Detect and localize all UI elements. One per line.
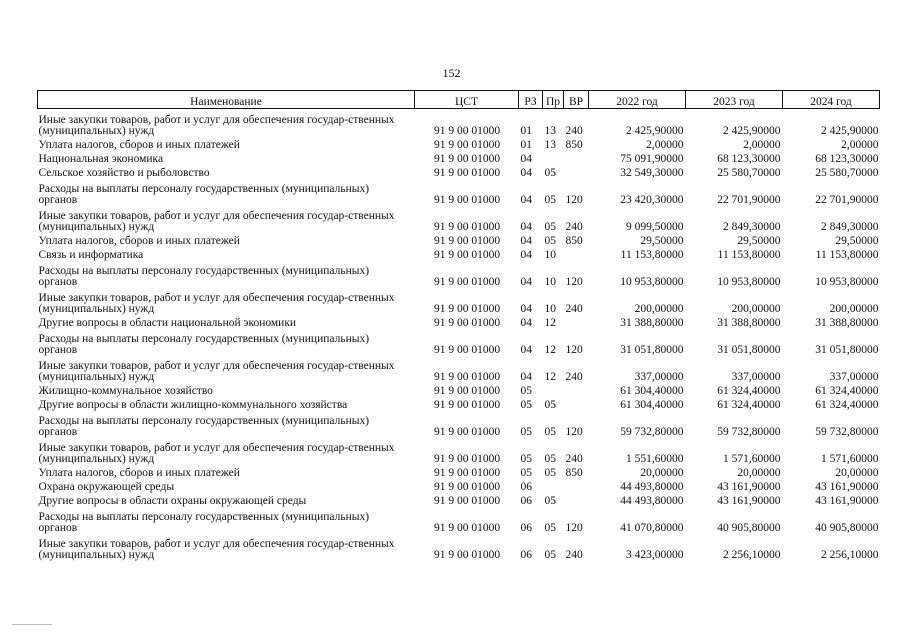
row-name: Жилищно-коммунальное хозяйство [38,384,213,397]
row-cst: 91 9 00 01000 [433,220,501,233]
row-vr [564,396,589,410]
row-name: Иные закупки товаров, работ и услуг для обеспечения государ-ственных (муниципальных) нужд [38,210,395,233]
row-pr: 05 [544,234,556,247]
row-rz: 06 [520,480,532,493]
row-name: Другие вопросы в области жилищно-коммунального хозяйства [38,398,348,411]
row-2022: 337,00000 [634,370,684,383]
row-2022: 29,50000 [640,234,684,247]
row-2022: 10 953,80000 [620,275,684,288]
row-rz: 04 [520,370,532,383]
table-row [38,533,880,560]
row-name: Охрана окружающей среды [38,480,175,493]
row-2022: 11 153,80000 [620,248,684,261]
table-row [38,178,880,205]
row-2024: 61 324,40000 [815,384,879,397]
row-cst: 91 9 00 01000 [433,494,501,507]
header-vr: ВР [564,91,589,109]
row-vr: 240 [565,220,583,233]
row-2022: 20,00000 [640,466,684,479]
row-2023: 68 123,30000 [717,152,781,165]
row-pr: 05 [544,494,556,507]
table-row [38,314,880,328]
row-2023: 31 051,80000 [717,343,781,356]
header-2022: 2022 год [589,91,686,109]
row-pr: 10 [544,275,556,288]
row-name: Национальная экономика [38,152,164,165]
row-rz: 04 [520,343,532,356]
row-cst: 91 9 00 01000 [433,370,501,383]
row-pr: 12 [544,343,556,356]
row-2022: 2 425,90000 [626,124,684,137]
row-2024: 2 256,10000 [821,548,879,561]
table-row [38,109,880,137]
row-2023: 59 732,80000 [717,425,781,438]
row-2024: 68 123,30000 [815,152,879,165]
row-pr [543,478,564,492]
row-vr: 120 [565,343,583,356]
row-2024: 337,00000 [829,370,879,383]
header-2024: 2024 год [783,91,880,109]
row-vr: 240 [565,302,583,315]
row-name: Связь и информатика [38,248,144,261]
row-cst: 91 9 00 01000 [433,302,501,315]
table-row [38,492,880,506]
row-2024: 20,00000 [835,466,879,479]
row-rz: 05 [520,425,532,438]
row-rz: 06 [520,494,532,507]
table-body [38,109,880,561]
row-2023: 1 571,60000 [723,452,781,465]
row-rz: 05 [520,452,532,465]
table-row [38,164,880,178]
row-rz: 01 [520,138,532,151]
row-2023: 61 324,40000 [717,384,781,397]
page-edge-mark [12,624,52,625]
row-name: Расходы на выплаты персоналу государственных (муниципальных) органов [38,265,370,288]
row-rz: 05 [520,398,532,411]
row-vr [564,150,589,164]
row-2022: 61 304,40000 [620,398,684,411]
row-pr: 10 [544,302,556,315]
row-pr: 13 [544,124,556,137]
row-2023: 2 425,90000 [723,124,781,137]
row-2024: 61 324,40000 [815,398,879,411]
row-2024: 2 425,90000 [821,124,879,137]
row-name: Уплата налогов, сборов и иных платежей [38,138,240,151]
row-cst: 91 9 00 01000 [433,384,501,397]
row-2024: 25 580,70000 [815,166,879,179]
row-pr: 05 [544,521,556,534]
row-pr: 05 [544,425,556,438]
header-rz: РЗ [519,91,543,109]
table-row [38,150,880,164]
row-2022: 200,00000 [634,302,684,315]
row-name: Другие вопросы в области национальной экономики [38,316,297,329]
row-pr: 05 [544,452,556,465]
row-2024: 10 953,80000 [815,275,879,288]
row-name: Иные закупки товаров, работ и услуг для обеспечения государ-ственных (муниципальных) нужд [38,442,395,465]
row-vr: 120 [565,193,583,206]
row-2023: 40 905,80000 [717,521,781,534]
row-rz: 05 [520,384,532,397]
row-pr: 05 [544,193,556,206]
table-row [38,287,880,314]
row-rz: 04 [520,234,532,247]
row-2024: 1 571,60000 [821,452,879,465]
row-cst: 91 9 00 01000 [433,316,501,329]
row-cst: 91 9 00 01000 [433,480,501,493]
row-name: Иные закупки товаров, работ и услуг для обеспечения государ-ственных (муниципальных) нужд [38,360,395,383]
row-vr: 240 [565,548,583,561]
table-header [38,91,880,109]
row-vr: 120 [565,425,583,438]
table-row [38,396,880,410]
row-2023: 22 701,90000 [717,193,781,206]
row-cst: 91 9 00 01000 [433,138,501,151]
header-name: Наименование [38,91,415,109]
row-name: Иные закупки товаров, работ и услуг для обеспечения государ-ственных (муниципальных) нужд [38,114,395,137]
row-2023: 200,00000 [731,302,781,315]
row-vr: 120 [565,521,583,534]
row-2023: 31 388,80000 [717,316,781,329]
row-2024: 43 161,90000 [815,494,879,507]
row-pr: 13 [544,138,556,151]
row-rz: 04 [520,193,532,206]
row-pr: 05 [544,466,556,479]
row-2024: 43 161,90000 [815,480,879,493]
row-pr: 12 [544,370,556,383]
row-rz: 04 [520,152,532,165]
row-name: Расходы на выплаты персоналу государственных (муниципальных) органов [38,511,370,534]
table-row [38,355,880,382]
row-pr: 10 [544,248,556,261]
row-vr: 120 [565,275,583,288]
table-row [38,136,880,150]
row-vr: 850 [565,466,583,479]
row-pr: 05 [544,548,556,561]
row-2023: 20,00000 [737,466,781,479]
table-row [38,478,880,492]
table-row [38,437,880,464]
row-vr [564,492,589,506]
table-row [38,260,880,287]
row-name: Уплата налогов, сборов и иных платежей [38,466,240,479]
row-pr: 05 [544,166,556,179]
row-2022: 32 549,30000 [620,166,684,179]
row-vr [564,314,589,328]
table-row [38,410,880,437]
row-2023: 2 256,10000 [723,548,781,561]
row-rz: 04 [520,302,532,315]
row-vr: 850 [565,234,583,247]
row-cst: 91 9 00 01000 [433,548,501,561]
row-2024: 31 051,80000 [815,343,879,356]
row-pr: 05 [544,220,556,233]
header-pr: Пр [543,91,564,109]
row-2022: 31 051,80000 [620,343,684,356]
row-2022: 41 070,80000 [620,521,684,534]
row-vr: 240 [565,370,583,383]
table-row [38,232,880,246]
table-row [38,464,880,478]
table-row [38,506,880,533]
row-2024: 11 153,80000 [815,248,879,261]
row-2022: 1 551,60000 [626,452,684,465]
table-row [38,205,880,232]
row-2022: 31 388,80000 [620,316,684,329]
row-2024: 31 388,80000 [815,316,879,329]
row-rz: 04 [520,220,532,233]
row-cst: 91 9 00 01000 [433,248,501,261]
row-2024: 2 849,30000 [821,220,879,233]
row-name: Уплата налогов, сборов и иных платежей [38,234,240,247]
row-name: Иные закупки товаров, работ и услуг для обеспечения государ-ственных (муниципальных) нужд [38,292,395,315]
row-2024: 29,50000 [835,234,879,247]
row-vr [564,164,589,178]
row-rz: 05 [520,466,532,479]
row-rz: 04 [520,316,532,329]
row-pr: 12 [544,316,556,329]
row-vr: 240 [565,452,583,465]
table-row [38,328,880,355]
row-cst: 91 9 00 01000 [433,343,501,356]
row-name: Расходы на выплаты персоналу государственных (муниципальных) органов [38,183,370,206]
row-2024: 22 701,90000 [815,193,879,206]
row-2023: 11 153,80000 [717,248,781,261]
row-vr [564,478,589,492]
row-cst: 91 9 00 01000 [433,275,501,288]
row-2023: 25 580,70000 [717,166,781,179]
row-2023: 43 161,90000 [717,480,781,493]
row-2023: 2,00000 [743,138,781,151]
row-2023: 43 161,90000 [717,494,781,507]
header-cst: ЦСТ [415,91,519,109]
row-pr [543,150,564,164]
row-2023: 61 324,40000 [717,398,781,411]
row-cst: 91 9 00 01000 [433,166,501,179]
row-2022: 44 493,80000 [620,480,684,493]
row-rz: 04 [520,248,532,261]
row-rz: 06 [520,548,532,561]
row-cst: 91 9 00 01000 [433,521,501,534]
page-number: 152 [442,66,461,80]
row-cst: 91 9 00 01000 [433,466,501,479]
row-2024: 2,00000 [841,138,879,151]
row-vr: 240 [565,124,583,137]
row-pr [543,382,564,396]
row-2022: 59 732,80000 [620,425,684,438]
row-2022: 9 099,50000 [626,220,684,233]
row-2022: 61 304,40000 [620,384,684,397]
row-2022: 3 423,00000 [626,548,684,561]
row-2023: 29,50000 [737,234,781,247]
row-2022: 44 493,80000 [620,494,684,507]
row-rz: 04 [520,275,532,288]
row-2024: 200,00000 [829,302,879,315]
row-vr: 850 [565,138,583,151]
row-cst: 91 9 00 01000 [433,398,501,411]
row-2022: 2,00000 [646,138,684,151]
row-cst: 91 9 00 01000 [433,124,501,137]
row-2022: 75 091,90000 [620,152,684,165]
row-name: Другие вопросы в области охраны окружающей среды [38,494,307,507]
row-2023: 10 953,80000 [717,275,781,288]
row-name: Иные закупки товаров, работ и услуг для обеспечения государ-ственных (муниципальных) нужд [38,538,395,561]
row-cst: 91 9 00 01000 [433,452,501,465]
row-cst: 91 9 00 01000 [433,234,501,247]
table-row [38,246,880,260]
row-2023: 337,00000 [731,370,781,383]
row-2024: 59 732,80000 [815,425,879,438]
row-rz: 04 [520,166,532,179]
row-rz: 01 [520,124,532,137]
row-name: Сельское хозяйство и рыболовство [38,166,210,179]
row-name: Расходы на выплаты персоналу государственных (муниципальных) органов [38,415,370,438]
row-cst: 91 9 00 01000 [433,152,501,165]
row-2022: 23 420,30000 [620,193,684,206]
budget-table [37,90,880,560]
row-rz: 06 [520,521,532,534]
row-name: Расходы на выплаты персоналу государственных (муниципальных) органов [38,333,370,356]
row-cst: 91 9 00 01000 [433,193,501,206]
table-row [38,382,880,396]
row-vr [564,382,589,396]
row-cst: 91 9 00 01000 [433,425,501,438]
header-2023: 2023 год [686,91,783,109]
row-2024: 40 905,80000 [815,521,879,534]
row-2023: 2 849,30000 [723,220,781,233]
row-vr [564,246,589,260]
row-pr: 05 [544,398,556,411]
